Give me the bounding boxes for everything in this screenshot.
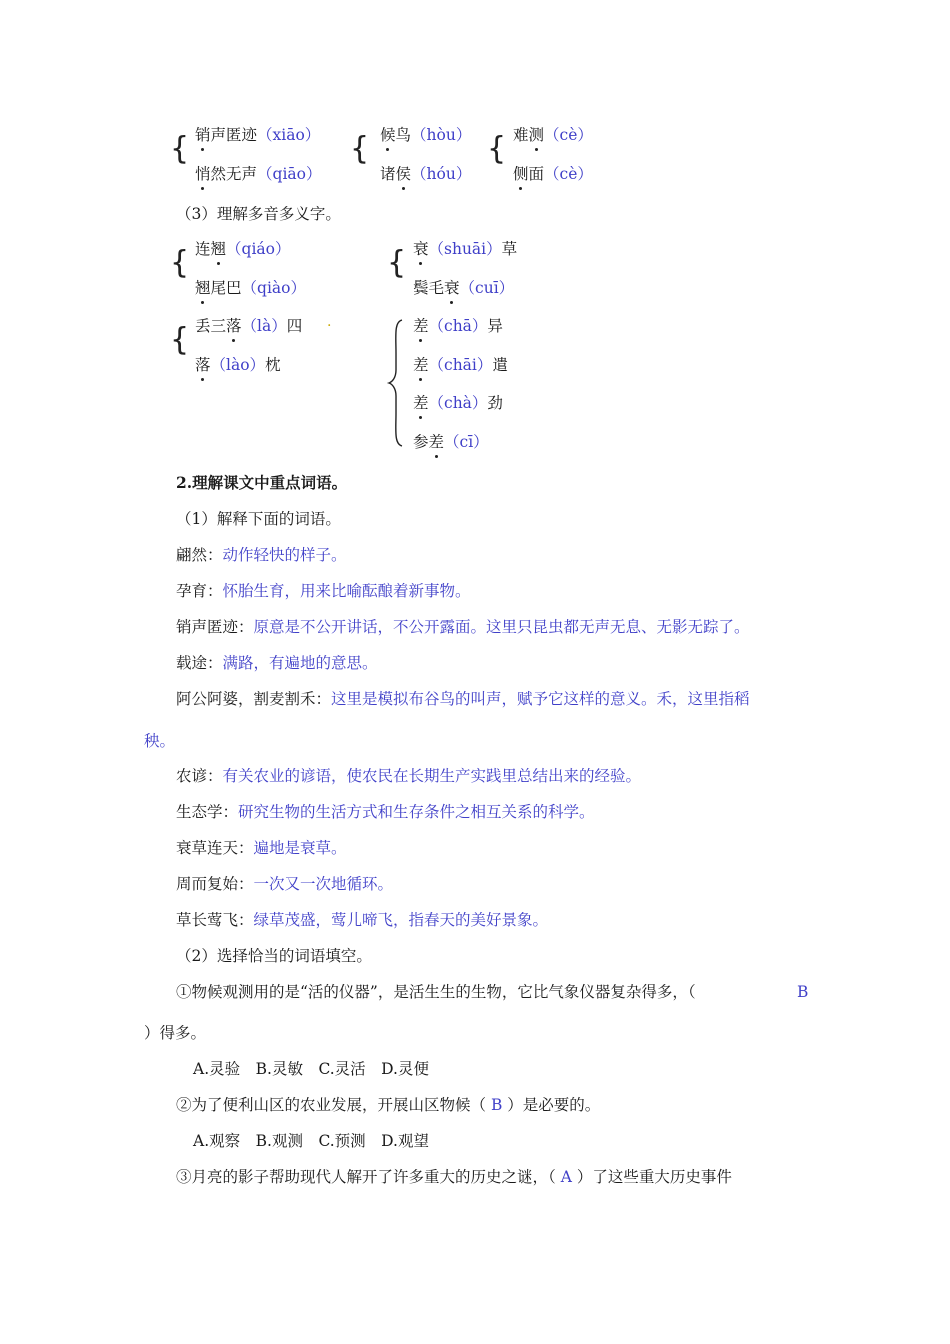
term-row-continuation: 秧。 [144,732,176,750]
question-3-answer: A [560,1168,572,1186]
question-2-answer: B [490,1096,503,1114]
stray-mark: . [327,314,332,330]
brace-qiao: { [170,244,190,281]
question-2: ②为了便利山区的农业发展，开展山区物候（ B ）是必要的。 [176,1096,601,1114]
term-row: 载途：满路，有遍地的意思。 [176,654,378,672]
term-row: 翩然：动作轻快的样子。 [176,546,347,564]
word-cha-2: 差（chāi）遣 [413,356,508,374]
section-3-heading: （3）理解多音多义字。 [176,205,341,223]
word-hou-2: 诸侯（hóu） [380,165,472,183]
word-qiao-a: 连翘（qiáo） [195,240,291,258]
section-2-heading: 2.理解课文中重点词语。 [176,473,348,492]
brace-3: { [487,130,507,167]
question-3: ③月亮的影子帮助现代人解开了许多重大的历史之谜，（ A ）了这些重大历史事件 [176,1168,732,1186]
brace-cha [386,318,406,448]
word-ce-2: 侧面（cè） [513,165,593,183]
term-row: 销声匿迹：原意是不公开讲话，不公开露面。这里只昆虫都无声无息、无影无踪了。 [176,618,750,636]
term-row: 衰草连天：遍地是衰草。 [176,839,347,857]
question-1-options: A.灵验 B.灵敏 C.灵活 D.灵便 [193,1060,429,1078]
word-shuai-a: 衰（shuāi）草 [413,240,518,258]
question-1-answer: B [797,983,809,1001]
subsection-1-heading: （1）解释下面的词语。 [176,510,341,528]
term-row: 生态学：研究生物的生活方式和生存条件之相互关系的科学。 [176,803,595,821]
brace-1: { [170,130,190,167]
brace-luo: { [170,321,190,358]
term-row: 周而复始：一次又一次地循环。 [176,875,394,893]
word-cha-4: 参差（cī） [413,433,489,451]
word-luo-b: 落（lào）枕 [195,356,281,374]
word-ce-1: 难测（cè） [513,126,593,144]
word-luo-a: 丢三落（là）四 [195,317,303,335]
term-row: 孕育：怀胎生育，用来比喻酝酿着新事物。 [176,582,471,600]
term-row: 草长莺飞：绿草茂盛，莺儿啼飞，指春天的美好景象。 [176,911,549,929]
subsection-2-heading: （2）选择恰当的词语填空。 [176,947,372,965]
word-xiao-1: 销声匿迹（xiāo） [195,126,321,144]
term-row: 阿公阿婆，割麦割禾：这里是模拟布谷鸟的叫声，赋予它这样的意义。禾，这里指稻 [176,690,750,708]
word-shuai-b: 鬓毛衰（cuī） [413,279,515,297]
term-row: 农谚：有关农业的谚语，使农民在长期生产实践里总结出来的经验。 [176,767,642,785]
word-cha-1: 差（chā）异 [413,317,503,335]
question-1-continuation: ）得多。 [144,1024,207,1042]
word-hou-1: 候鸟（hòu） [380,126,472,144]
word-qiao-1: 悄然无声（qiāo） [195,165,322,183]
brace-shuai: { [387,244,407,281]
word-qiao-b: 翘尾巴（qiào） [195,279,306,297]
question-2-options: A.观察 B.观测 C.预测 D.观望 [193,1132,429,1150]
question-1: ①物候观测用的是“活的仪器”，是活生生的生物，它比气象仪器复杂得多，（ [176,983,696,1001]
word-cha-3: 差（chà）劲 [413,394,503,412]
brace-2: { [350,130,370,167]
